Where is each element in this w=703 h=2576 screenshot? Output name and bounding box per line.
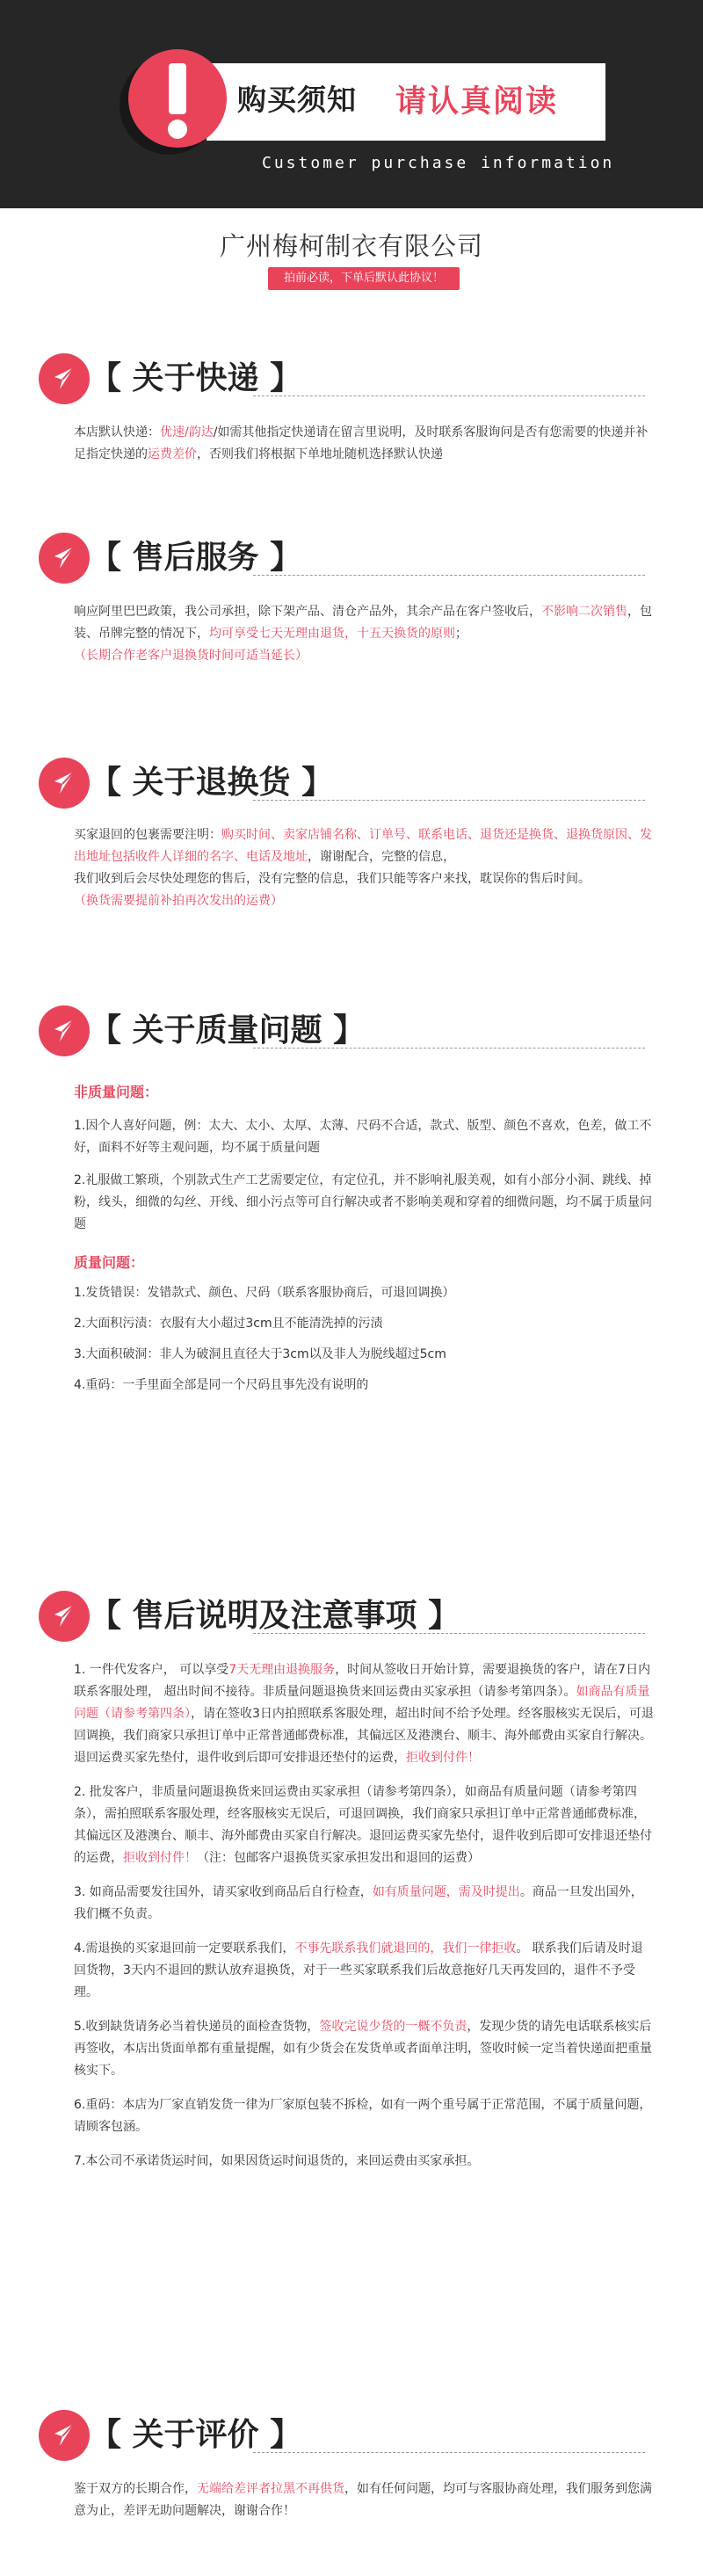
text-run: 本店默认快递： [74,425,160,439]
text-run: 3. 如商品需要发往国外，请买家收到商品后自行检查， [74,1885,373,1899]
section-return-exchange [0,756,703,932]
paragraph [74,1252,654,1273]
dashed-divider [253,800,645,801]
text-run: ，谢谢配合，完整的信息， [308,850,455,864]
highlight-text: 不事先联系我们就退回的，我们一律拒收 [294,1941,517,1956]
text-run: 6.重码：本店为厂家直销发货一律为厂家原包装不拆检，如有一两个重号属于正常范围，不属于质量问题，请顾客包涵。 [74,2098,652,2134]
text-run: 4.重码：一手里面全部是同一个尺码且事先没有说明的 [74,1378,369,1392]
paragraph [74,422,654,466]
paragraph [74,1659,654,1769]
text-run: ，发现少货的请先电话联系核实后再签收，本店出货面单都有重量提醒，如有少货会在发货单或者面单注明，签收时候一定当着快递面把重量核实下。 [74,2020,652,2078]
section-express [0,352,703,492]
highlight-text: （换货需要提前补拍再次发出的运费） [74,894,283,908]
text-run: 1.发货错误：发错款式、颜色、尺码（联系客服协商后，可退回调换） [74,1286,455,1300]
text-run: 2.礼服做工繁琐，个别款式生产工艺需要定位，有定位孔，并不影响礼服美观，如有小部分小洞、跳线、掉粉，线头，细微的勾丝、开线、细小污点等可自行解决或者不影响美观和穿着的细微问题，均不属于质量问题 [74,1173,652,1231]
text-run: ，请在签收3日内拍照联系客服处理，超出时间不给予处理。经客服核实无误后，可退回调换，我们商家只承担订单中正常普通邮费标准，其偏远区及港澳台、顺丰、海外邮费由买家自行解决。退回运费买家先垫付，退件收到后即可安排退还垫付的运费， [74,1707,654,1765]
section-body [74,824,654,912]
section-heading [39,2408,645,2463]
paragraph [74,2151,654,2173]
text-run: 7.本公司不承诺货运时间，如果因货运时间退货的，来回运费由买家承担。 [74,2154,480,2168]
text-run: 3.大面积破洞：非人为破洞且直径大于3cm以及非人为脱线超过5cm [74,1347,446,1361]
section-title: 【 关于质量问题 】 [90,1012,366,1049]
section-title: 【 售后服务 】 [90,540,302,576]
highlight-text: （长期合作老客户退换货时间可适当延长） [74,649,308,663]
section-heading [39,1589,645,1644]
text-run: 4.需退换的买家退回前一定要联系我们， [74,1941,295,1956]
paragraph [74,1882,654,1926]
section-heading [39,756,645,810]
paragraph [74,601,654,645]
section-heading [39,352,645,406]
paragraph [74,1344,654,1366]
text-run: ； [455,627,467,641]
highlight-text: 不影响二次销售 [541,605,627,619]
text-run: /如需其他指定快递请在留言里说明，及时联系客服询问是否有您需要的快递并补足指定快递的 [74,425,649,461]
hero-highlight: 请认真阅读 [395,84,559,120]
paragraph [74,868,654,890]
dashed-divider [253,575,645,576]
header-banner [0,0,703,208]
highlight-text: 非质量问题： [74,1084,159,1100]
section-body [74,2478,654,2522]
highlight-text: 无端给差评者拉黑不再供货 [197,2482,344,2496]
text-run: 。商品一旦发出国外，我们概不负责。 [74,1885,643,1921]
dashed-divider [253,1633,645,1634]
dashed-divider [253,1048,645,1049]
section-review [0,2408,703,2549]
text-run: ，如有任何问题，均可与客服协商处理，我们服务到您满意为止，差评无助问题解决，谢谢合作！ [74,2482,652,2518]
highlight-text: 7天无理由退换服务 [228,1663,336,1677]
paper-plane-icon [39,2410,90,2461]
text-run: ，包装、吊牌完整的情况下， [74,605,652,641]
paper-plane-icon [39,353,90,404]
text-run: 1. 一件代发客户， 可以享受 [74,1663,229,1677]
section-title: 【 关于快递 】 [90,360,302,396]
paragraph [74,1282,654,1304]
paragraph [74,1781,654,1869]
highlight-text: 运费差价 [148,447,197,461]
text-run: 我们收到后会尽快处理您的售后，没有完整的信息，我们只能等客户来找，耽误你的售后时间。 [74,872,591,886]
text-run: （注：包邮客户退换货买家承担发出和退回的运费） [197,1851,480,1865]
paragraph [74,1115,654,1159]
section-body [74,1081,654,1397]
text-run: 响应阿里巴巴政策，我公司承担，除下架产品、清仓产品外，其余产品在客户签收后， [74,605,541,619]
paragraph [74,1313,654,1335]
section-after-sales-notes [0,1589,703,2345]
section-heading [39,1004,645,1058]
text-run: 鉴于双方的长期合作， [74,2482,197,2496]
section-title: 【 关于评价 】 [90,2417,302,2453]
paper-plane-icon [39,758,90,809]
highlight-text: 拒收到付件！ [123,1851,197,1865]
highlight-text: 签收完说少货的一概不负责 [319,2020,467,2034]
paragraph [74,645,654,667]
paper-plane-icon [39,1591,90,1642]
hero-title: 购买须知 [237,83,357,117]
text-run: ，时间从签收日开始计算，需要退换货的客户，请在7日内联系客服处理， 超出时间不接待。非质量问题退换货来回运费由买家承担（请参考第四条）。 [74,1663,651,1699]
dashed-divider [253,395,645,396]
text-run: 1.因个人喜好问题，例：太大、太小、太厚、太薄、尺码不合适，款式、版型、颜色不喜欢，色差，做工不好，面料不好等主观问题，均不属于质量问题 [74,1119,652,1155]
section-body [74,1659,654,2173]
highlight-text: 如有质量问题，需及时提出 [372,1885,520,1899]
text-run: 2. 批发客户，非质量问题退换货来回运费由买家承担（请参考第四条），如商品有质量问题（请参考第四条），需拍照联系客服处理，经客服核实无误后，可退回调换，我们商家只承担订单中正常普通邮费标准，其偏远区及港澳台、顺丰、海外邮费由买家自行解决。退回运费买家先垫付，退件收到后即可安排退还垫付的运费， [74,1785,652,1865]
dashed-divider [253,2452,645,2453]
highlight-text: 均可享受七天无理由退货，十五天换货的原则 [209,627,455,641]
paragraph [74,1170,654,1236]
paragraph [74,1938,654,2004]
paper-plane-icon [39,533,90,584]
paragraph [74,2016,654,2082]
paragraph [74,890,654,912]
exclamation-icon [128,49,227,148]
highlight-text: 质量问题： [74,1254,145,1271]
paragraph [74,2094,654,2138]
tagline-badge: 拍前必读，下单后默认此协议！ [268,267,460,290]
paragraph [74,2478,654,2522]
paragraph [74,824,654,868]
hero-subtitle: Customer purchase information [262,154,615,172]
highlight-text: 拒收到付件！ [406,1751,480,1765]
section-after-sales-service [0,531,703,689]
highlight-text: 如商品有质量问题（请参考第四条） [74,1685,650,1721]
highlight-text: 优速/韵达 [160,425,214,439]
section-quality [0,1004,703,1505]
section-body [74,422,654,466]
highlight-text: 购买时间、卖家店铺名称、订单号、联系电话、退货还是换货、退换货原因、发出地址包括收件人详细的名字、电话及地址 [74,828,652,864]
paper-plane-icon [39,1005,90,1056]
text-run: 。 联系我们后请及时退回货物，3天内不退回的默认放弃退换货，对于一些买家联系我们后故意拖好几天再发回的，退件不予受理。 [74,1941,643,1999]
company-name: 广州梅柯制衣有限公司 [219,231,483,261]
paragraph [74,1375,654,1397]
section-body [74,601,654,667]
text-run: 2.大面积污渍：衣服有大小超过3cm且不能清洗掉的污渍 [74,1317,383,1331]
section-title: 【 售后说明及注意事项 】 [90,1598,460,1634]
paragraph [74,1081,654,1103]
text-run: 5.收到缺货请务必当着快递员的面检查货物， [74,2020,320,2034]
text-run: ，否则我们将根据下单地址随机选择默认快递 [197,447,443,461]
text-run: 买家退回的包裹需要注明： [74,828,221,842]
section-heading [39,531,645,585]
section-title: 【 关于退换货 】 [90,765,334,801]
